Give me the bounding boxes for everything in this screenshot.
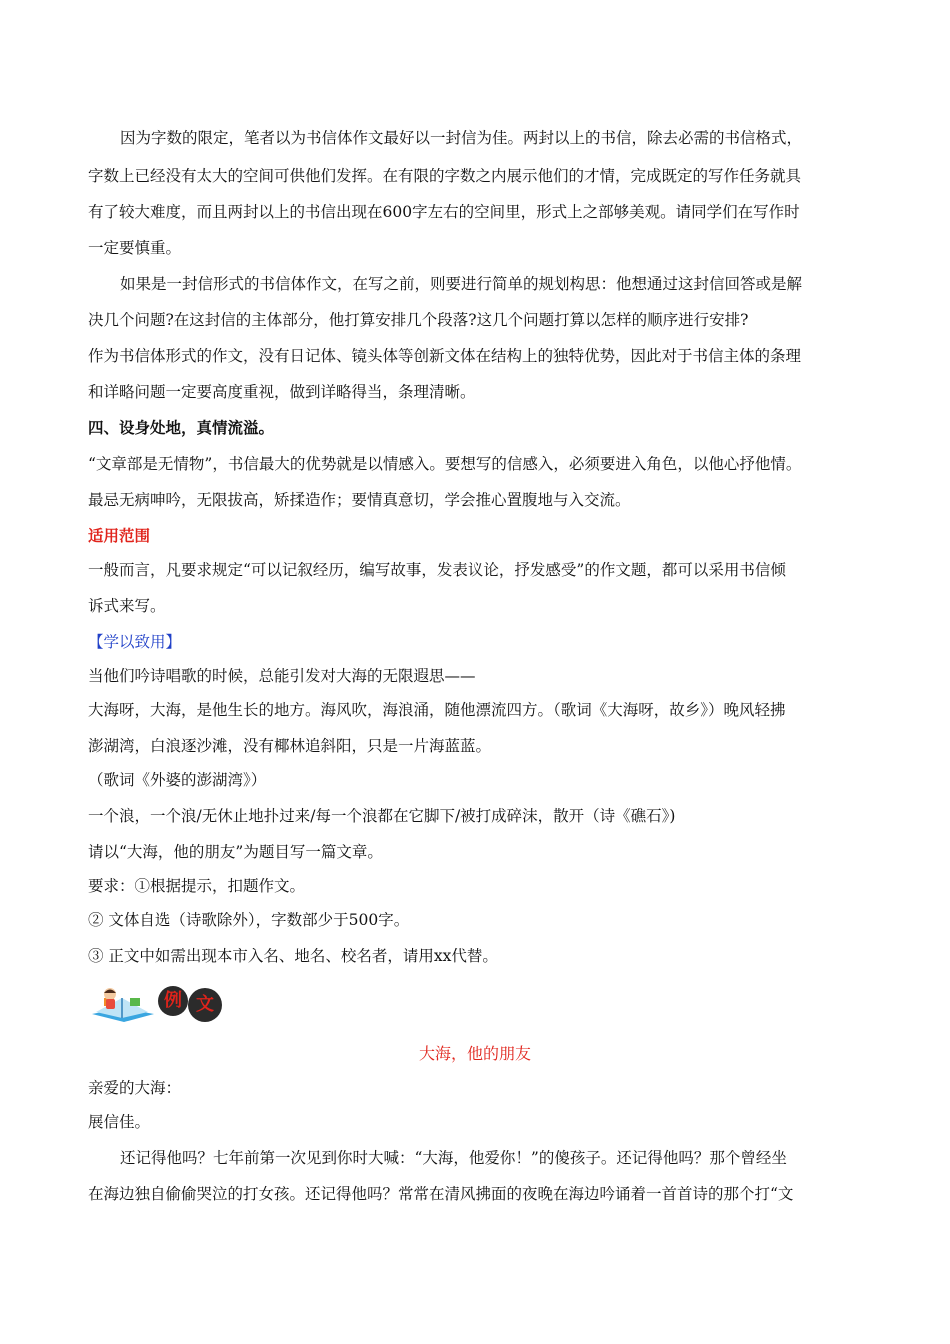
line-6: 决几个问题?在这封信的主体部分，他打算安排几个段落?这几个问题打算以怎样的顺序进行安排?	[88, 311, 749, 329]
line-5: 如果是一封信形式的书信体作文，在写之前，则要进行简单的规划构思：他想通过这封信回答或是解	[120, 275, 803, 293]
line-20: 一个浪，一个浪/无休止地扑过来/每一个浪都在它脚下/被打成碎沫，散开（诗《礁石》)	[88, 807, 676, 825]
line-21: 请以“大海，他的朋友”为题目写一篇文章。	[88, 843, 383, 861]
essay-title: 大海，他的朋友	[418, 1044, 531, 1063]
essay-line-4: 在海边独自偷偷哭泣的打女孩。还记得他吗？常常在清风拂面的夜晚在海边吟诵着一首首诗的那个打“文	[88, 1185, 794, 1203]
essay-line-3: 还记得他吗？七年前第一次见到你时大喊：“大海，他爱你！”的傻孩子。还记得他吗？那个曾经坐	[120, 1149, 787, 1167]
line-3: 有了较大难度，而且两封以上的书信出现在600字左右的空间里，形式上之部够美观。请同学们在写作时	[88, 203, 800, 221]
line-23: ② 文体自选（诗歌除外），字数部少于500字。	[88, 911, 410, 929]
line-4: 一定要慎重。	[88, 239, 182, 257]
line-10: “文章部是无情物”，书信最大的优势就是以情感入。要想写的信感入，必须要进入角色，以他心抒他情。	[88, 455, 802, 473]
example-badge	[88, 984, 223, 1024]
line-2: 字数上已经没有太大的空间可供他们发挥。在有限的字数之内展示他们的才情，完成既定的写作任务就具	[88, 167, 802, 185]
line-22: 要求：①根据提示，扣题作文。	[88, 877, 306, 895]
line-7: 作为书信体形式的作文，没有日记体、镜头体等创新文体在结构上的独特优势，因此对于书信主体的条理	[88, 347, 802, 365]
practice-heading: 【学以致用】	[88, 633, 182, 651]
section-heading-4: 四、设身处地，真情流溢。	[88, 418, 275, 437]
line-11: 最忌无病呻吟，无限拔高，矫揉造作；要情真意切，学会推心置腹地与入交流。	[88, 491, 631, 509]
essay-line-1: 亲爱的大海：	[88, 1079, 182, 1097]
example-char-2: 文	[188, 988, 222, 1022]
line-13: 一般而言，凡要求规定“可以记叙经历，编写故事，发表议论，抒发感受”的作文题，都可以采用书信倾	[88, 561, 786, 579]
example-char-1: 例	[158, 986, 188, 1016]
line-14: 诉式来写。	[88, 597, 166, 615]
line-1: 因为字数的限定，笔者以为书信体作文最好以一封信为佳。两封以上的书信，除去必需的书信格式，	[120, 129, 803, 147]
line-19: （歌词《外婆的澎湖湾》）	[88, 771, 267, 789]
line-16: 当他们吟诗唱歌的时候，总能引发对大海的无限遐思——	[88, 667, 476, 685]
essay-line-2: 展信佳。	[88, 1113, 151, 1131]
reading-child-icon	[88, 984, 158, 1024]
line-18: 澎湖湾，白浪逐沙滩，没有椰林追斜阳，只是一片海蓝蓝。	[88, 737, 492, 755]
scope-heading: 适用范围	[88, 526, 151, 545]
line-24: ③ 正文中如需出现本市入名、地名、校名者，请用xx代替。	[88, 947, 498, 965]
line-8: 和详略问题一定要高度重视，做到详略得当，条理清晰。	[88, 383, 476, 401]
line-17: 大海呀，大海，是他生长的地方。海风吹，海浪涌，随他漂流四方。（歌词《大海呀，故乡》）晚风轻拂	[88, 701, 786, 719]
